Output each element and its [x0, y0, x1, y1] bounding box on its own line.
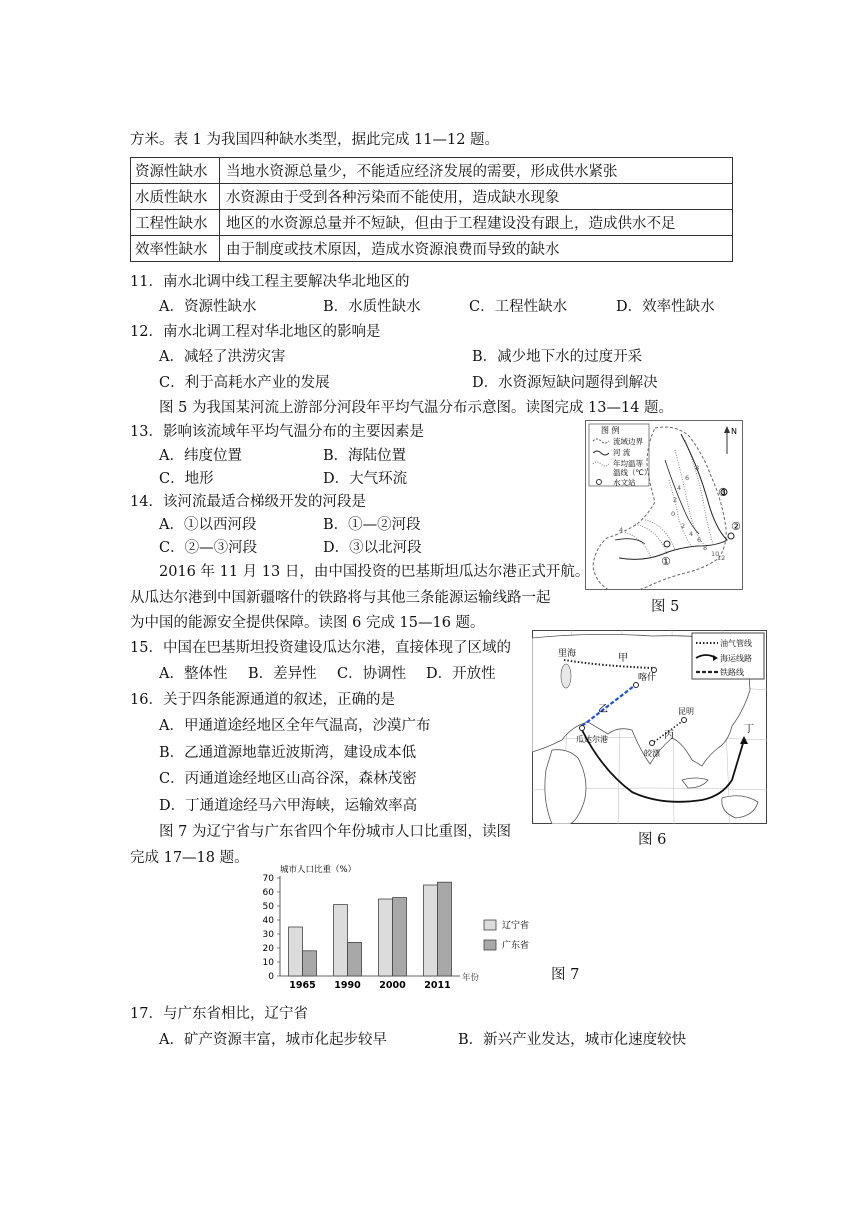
isotherm-label: 12: [717, 554, 726, 562]
table-cell-type: 资源性缺水: [131, 158, 220, 184]
gwadar-paragraph-line3: 为中国的能源安全提供保障。读图 6 完成 15—16 题。: [130, 615, 485, 631]
fig5-legend-boundary: 流域边界: [613, 437, 643, 446]
isotherm-label: 10: [711, 550, 720, 558]
q11-stem: 11．南水北调中线工程主要解决华北地区的: [130, 274, 410, 290]
q16-option-d[interactable]: D．丁通道途经马六甲海峡，运输效率高: [159, 798, 418, 814]
q14-option-a[interactable]: A．①以西河段: [159, 517, 257, 533]
table-cell-desc: 水资源由于受到各种污染而不能使用，造成缺水现象: [220, 184, 733, 210]
isotherm-label: 2: [673, 496, 678, 504]
isotherm-label: 4: [677, 484, 682, 492]
bar-liaoning-1990: [334, 905, 348, 976]
bar-guangdong-1990: [348, 942, 362, 976]
q16-option-b[interactable]: B．乙通道源地靠近波斯湾，建设成本低: [159, 745, 417, 761]
fig5-legend-river: 河 流: [613, 448, 631, 457]
q17-stem: 17．与广东省相比，辽宁省: [130, 1006, 308, 1022]
bar-liaoning-2000: [379, 899, 393, 976]
bar-guangdong-2000: [393, 898, 407, 976]
q12-stem: 12．南水北调工程对华北地区的影响是: [130, 324, 381, 340]
y-tick-label: 20: [262, 944, 274, 954]
q12-option-c[interactable]: C．利于高耗水产业的发展: [159, 375, 330, 391]
table-row: [131, 236, 733, 262]
route-yi-label: 乙: [598, 704, 608, 715]
q11-option-a[interactable]: A．资源性缺水: [159, 299, 257, 315]
q14-option-b[interactable]: B．①—②河段: [323, 517, 421, 533]
gwadar-paragraph-line1: 2016 年 11 月 13 日，由中国投资的巴基斯坦瓜达尔港正式开航。: [159, 564, 590, 580]
q15-option-a[interactable]: A．整体性: [159, 666, 228, 682]
isotherm-label: 4: [689, 530, 694, 538]
y-tick-label: 50: [262, 902, 274, 912]
intro-line: 方米。表 1 为我国四种缺水类型，据此完成 11—12 题。: [130, 132, 500, 148]
q13-option-c[interactable]: C．地形: [159, 471, 214, 487]
fig5-legend-isotherm-unit: 温线（℃）: [613, 468, 652, 477]
y-tick-label: 70: [262, 874, 274, 884]
fig7-intro-line1: 图 7 为辽宁省与广东省四个年份城市人口比重图，读图: [159, 824, 511, 840]
x-tick-label: 1990: [334, 980, 361, 991]
q15-option-b[interactable]: B．差异性: [248, 666, 317, 682]
q11-option-c[interactable]: C．工程性缺水: [469, 299, 568, 315]
fig5-legend-station: 水文站: [613, 478, 636, 487]
chart-y-axis-label: 城市人口比重（%）: [280, 865, 357, 875]
q14-option-c[interactable]: C．②—③河段: [159, 540, 258, 556]
station-2-label: ②: [731, 520, 741, 533]
q17-option-a[interactable]: A．矿产资源丰富，城市化起步较早: [159, 1032, 387, 1048]
bar-liaoning-2011: [424, 885, 438, 976]
y-tick-label: 0: [268, 972, 274, 982]
q15-stem: 15．中国在巴基斯坦投资建设瓜达尔港，直接体现了区域的: [130, 640, 511, 656]
station-3-label: ③: [718, 486, 728, 499]
y-tick-label: 10: [262, 958, 274, 968]
table-row: [131, 158, 733, 184]
bar-liaoning-1965: [289, 927, 303, 976]
water-shortage-table: [130, 157, 733, 262]
legend-railway: 铁路线: [720, 668, 744, 677]
isotherm-label: 8: [695, 464, 700, 472]
q16-option-a[interactable]: A．甲通道途经地区全年气温高，沙漠广布: [159, 718, 431, 734]
table-row: [131, 184, 733, 210]
q12-option-d[interactable]: D．水资源短缺问题得到解决: [472, 375, 658, 391]
route-ding-label: 丁: [744, 724, 754, 735]
isotherm-label: 6: [697, 536, 702, 544]
table-cell-desc: 地区的水资源总量并不短缺，但由于工程建设没有跟上，造成供水不足: [220, 210, 733, 236]
q14-option-d[interactable]: D．③以北河段: [323, 540, 422, 556]
gwadar-label: 瓜达尔港: [576, 735, 608, 744]
q13-option-a[interactable]: A．纬度位置: [159, 448, 242, 464]
route-jia-label: 甲: [618, 653, 628, 664]
q12-option-b[interactable]: B．减少地下水的过度开采: [472, 349, 643, 365]
fig6-caption: 图 6: [638, 832, 667, 848]
q16-option-c[interactable]: C．丙通道途经地区山高谷深，森林茂密: [159, 771, 417, 787]
isotherm-label: 8: [703, 544, 708, 552]
table-row: [131, 210, 733, 236]
y-tick-label: 60: [262, 888, 274, 898]
fig7-caption: 图 7: [551, 967, 580, 983]
q14-stem: 14．该河流最适合梯级开发的河段是: [130, 494, 366, 510]
q13-option-d[interactable]: D．大气环流: [323, 471, 408, 487]
table-cell-desc: 由于制度或技术原因，造成水资源浪费而导致的缺水: [220, 236, 733, 262]
x-tick-label: 2011: [424, 980, 451, 991]
route-bing-label: 丙: [664, 730, 674, 741]
fig5-legend-title: 图 例: [601, 426, 620, 435]
isotherm-label: 0: [671, 510, 676, 518]
fig5-caption: 图 5: [651, 599, 680, 615]
y-tick-label: 30: [262, 930, 274, 940]
gwadar-paragraph-line2: 从瓜达尔港到中国新疆喀什的铁路将与其他三条能源运输线路一起: [130, 590, 551, 606]
fig5-river-map: [585, 420, 743, 590]
table-cell-desc: 当地水资源总量少，不能适应经济发展的需要，形成供水紧张: [220, 158, 733, 184]
q11-option-b[interactable]: B．水质性缺水: [323, 299, 421, 315]
legend-swatch-liaoning: [484, 920, 496, 930]
kashi-label: 喀什: [638, 673, 657, 683]
q17-option-b[interactable]: B．新兴产业发达，城市化速度较快: [458, 1032, 687, 1048]
isotherm-label: 4: [619, 526, 624, 534]
legend-liaoning: 辽宁省: [502, 921, 530, 931]
legend-guangdong: 广东省: [502, 941, 530, 951]
q13-stem: 13．影响该流域年平均气温分布的主要因素是: [130, 424, 424, 440]
q11-option-d[interactable]: D．效率性缺水: [616, 299, 715, 315]
fig6-energy-routes-map: [532, 630, 767, 824]
table-cell-type: 水质性缺水: [131, 184, 220, 210]
y-tick-label: 40: [262, 916, 274, 926]
table-cell-type: 工程性缺水: [131, 210, 220, 236]
table-cell-type: 效率性缺水: [131, 236, 220, 262]
bar-guangdong-1965: [303, 951, 317, 976]
legend-swatch-guangdong: [484, 940, 496, 950]
q16-stem: 16．关于四条能源通道的叙述，正确的是: [130, 692, 395, 708]
bar-guangdong-2011: [438, 882, 452, 976]
fig7-intro-line2: 完成 17—18 题。: [130, 850, 249, 866]
x-tick-label: 2000: [379, 980, 406, 991]
legend-pipeline: 油气管线: [720, 639, 752, 648]
legend-sea-route: 海运线路: [720, 654, 752, 663]
q13-option-b[interactable]: B．海陆位置: [323, 448, 407, 464]
fig5-legend-isotherm: 年均温等: [613, 459, 643, 468]
fig5-intro: 图 5 为我国某河流上游部分河段年平均气温分布示意图。读图完成 13—14 题。: [159, 400, 674, 416]
caspian-sea-label: 里海: [558, 649, 577, 659]
station-1-label: ①: [661, 555, 671, 568]
q15-option-c[interactable]: C．协调性: [337, 666, 407, 682]
north-arrow-icon: N: [731, 427, 737, 436]
q15-option-d[interactable]: D．开放性: [426, 666, 496, 682]
kunming-label: 昆明: [678, 707, 694, 716]
x-tick-label: 1965: [289, 980, 316, 991]
fig7-urban-population-chart: [250, 862, 550, 994]
q12-option-a[interactable]: A．减轻了洪涝灾害: [159, 349, 286, 365]
chart-x-axis-label: 年份: [462, 973, 480, 983]
isotherm-label: 2: [681, 522, 686, 530]
sittwe-label: 皎漂: [644, 749, 660, 758]
isotherm-label: 6: [685, 474, 690, 482]
